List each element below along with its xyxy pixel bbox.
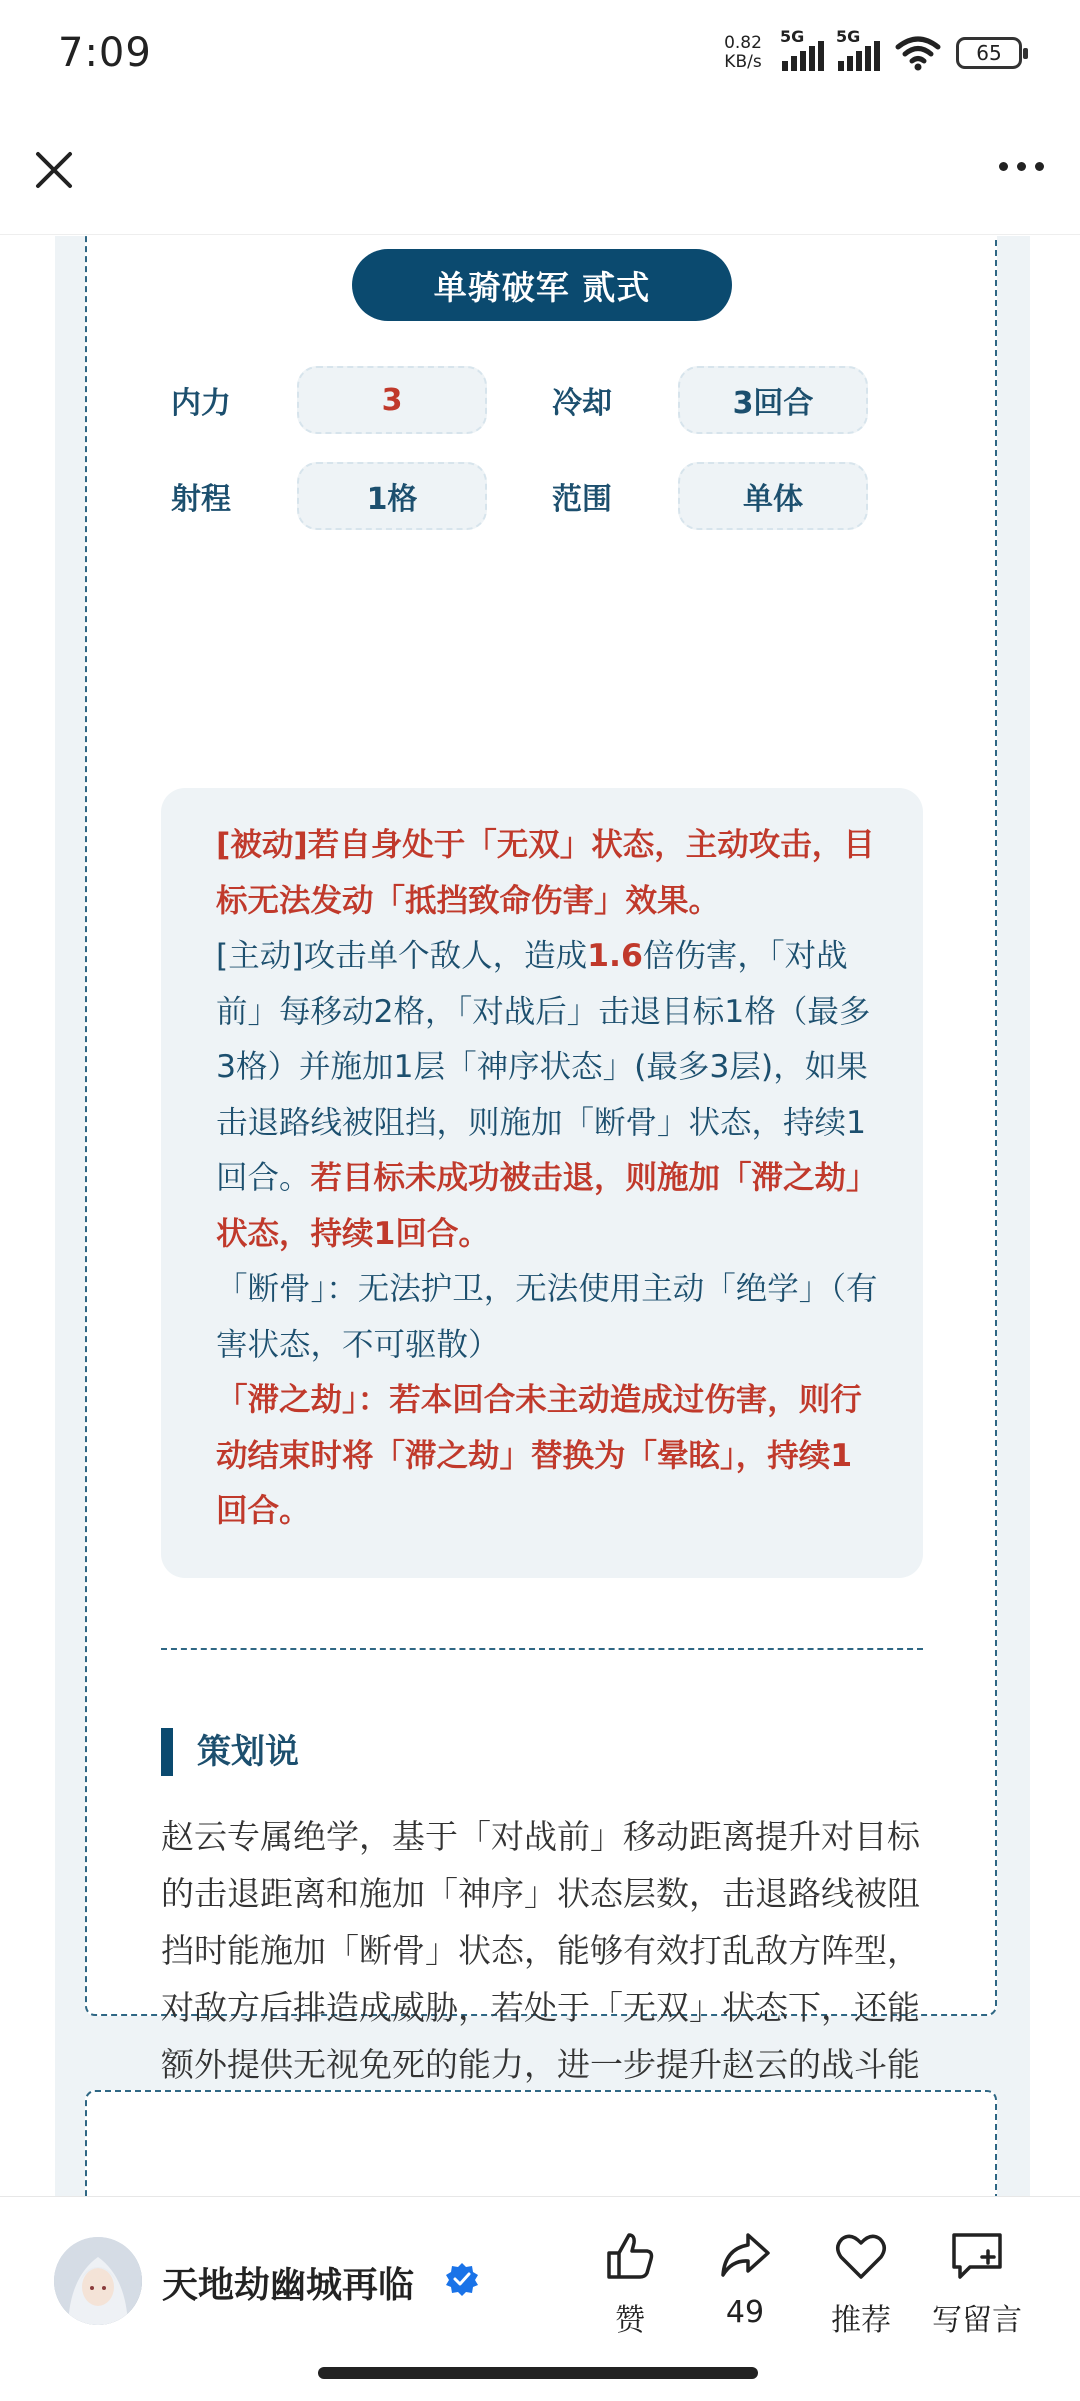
avatar-image (54, 2237, 142, 2325)
comment-button[interactable] (922, 2227, 1032, 2339)
active-effect (216, 929, 883, 1262)
network-speed (718, 34, 768, 72)
share-button[interactable] (690, 2227, 800, 2330)
share-icon (716, 2227, 774, 2285)
comment-icon (948, 2227, 1006, 2285)
planner-heading: 策划说 (197, 1732, 299, 1772)
status-bar (0, 0, 1080, 110)
planner-text: 赵云专属绝学，基于「对战前」移动距离提升对目标的击退距离和施加「神序」状态层数，击退路线被阻挡时能施加「断骨」状态，能够有效打乱敌方阵型，对敌方后排造成威胁，若处于「无双」状态下，还能额外提供无视免死的能力，进一步提升赵云的战斗能 (161, 1817, 920, 2084)
stat-label-mp: 内力 (171, 386, 231, 421)
passive-effect: [被动]若自身处于「无双」状态，主动攻击，目标无法发动「抵挡致命伤害」效果。 (216, 827, 875, 919)
verified-icon (444, 2261, 480, 2297)
author-avatar[interactable] (54, 2237, 142, 2325)
stat-value-mp: 3 (297, 366, 487, 434)
signal-icon (780, 27, 824, 71)
status-icons (718, 27, 1022, 72)
stat-value-cooldown: 3回合 (678, 366, 868, 434)
like-label: 赞 (615, 2303, 645, 2338)
battery-level: 65 (976, 41, 1002, 65)
recommend-button[interactable] (806, 2227, 916, 2339)
more-options-icon[interactable] (999, 162, 1044, 171)
comment-label: 写留言 (932, 2303, 1022, 2338)
active-effect-text-2: 倍伤害，「对战前」每移动2格，「对战后」击退目标1格（最多3格）并施加1层「神序状态」(最多3层)，如果击退路线被阻挡，则施加「断骨」状态，持续1回合。 (216, 938, 871, 1196)
skill-description (161, 788, 923, 1578)
active-effect-highlight: 若目标未成功被击退，则施加「滞之劫」状态，持续1回合。 (216, 1160, 878, 1252)
top-nav (0, 110, 1080, 235)
next-card (85, 2090, 997, 2196)
network-speed-value: 0.82 (724, 33, 762, 53)
stat-label-area: 范围 (552, 482, 612, 517)
stat-label-cooldown: 冷却 (552, 386, 612, 421)
network-speed-unit: KB/s (724, 52, 762, 72)
stat-label-range: 射程 (171, 482, 231, 517)
active-effect-text: [主动]攻击单个敌人，造成 (216, 938, 588, 974)
section-divider (161, 1648, 923, 1650)
skill-title: 单骑破军 贰式 (352, 249, 732, 321)
status-time: 7:09 (58, 30, 152, 76)
section-marker (161, 1728, 173, 1776)
signal-label: 5G (780, 27, 805, 46)
like-button[interactable] (575, 2227, 685, 2339)
bone-break-status: 「断骨」：无法护卫，无法使用主动「绝学」（有害状态，不可驱散） (216, 1271, 878, 1363)
thumbs-up-icon (601, 2227, 659, 2285)
recommend-label: 推荐 (831, 2303, 891, 2338)
home-indicator[interactable] (318, 2367, 758, 2379)
stat-value-area: 单体 (678, 462, 868, 530)
stat-value-range: 1格 (297, 462, 487, 530)
signal-icon-2 (836, 27, 880, 71)
wifi-icon (894, 35, 942, 71)
damage-multiplier: 1.6 (587, 938, 643, 974)
author-name[interactable]: 天地劫幽城再临 (162, 2265, 415, 2306)
share-count: 49 (725, 2295, 765, 2330)
article-content (0, 236, 1080, 2196)
skill-card (85, 236, 997, 2084)
stagnation-status: 「滞之劫」：若本回合未主动造成过伤害，则行动结束时将「滞之劫」替换为「晕眩」，持续1回合。 (216, 1382, 862, 1529)
close-icon[interactable] (30, 146, 78, 194)
heart-icon (832, 2227, 890, 2285)
battery-icon (956, 37, 1022, 69)
signal-label-2: 5G (836, 27, 861, 46)
